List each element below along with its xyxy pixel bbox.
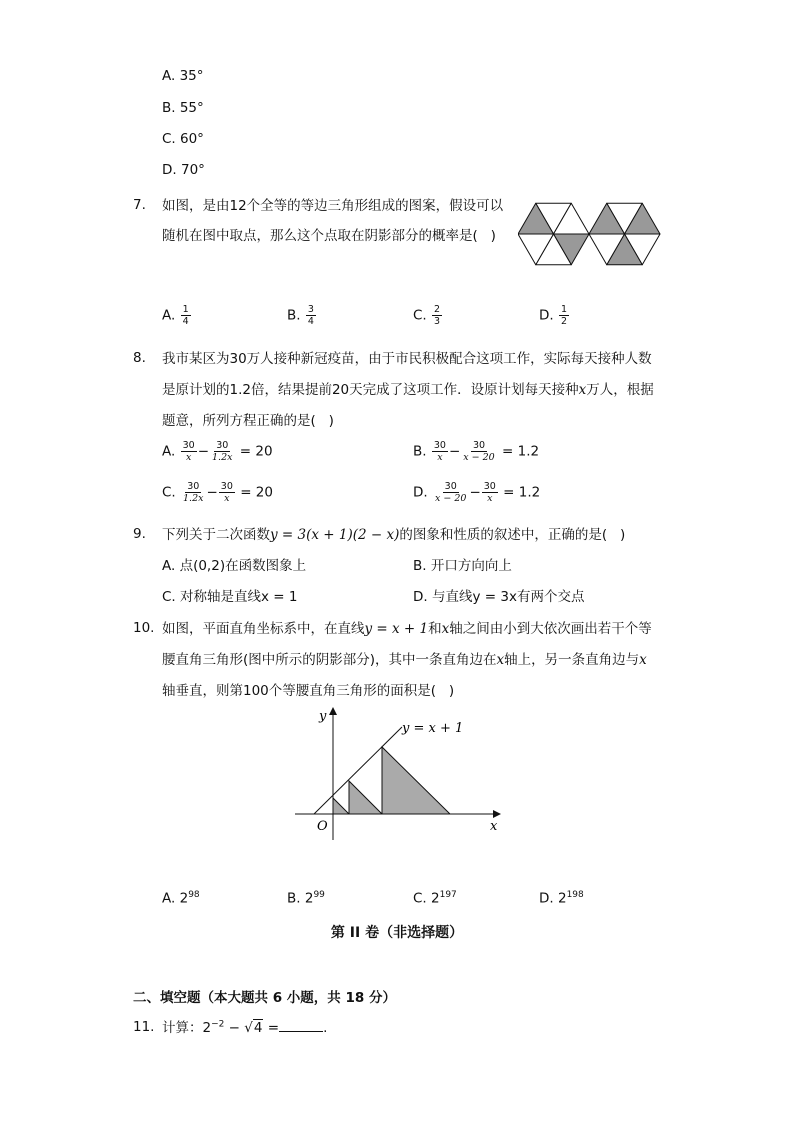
- q9-option-c: C. 对称轴是直线x = 1: [162, 589, 298, 605]
- q9-option-d: D. 与直线y = 3x有两个交点: [413, 589, 585, 605]
- shaded-triangle-1: [333, 798, 349, 814]
- q6-option-d: D. 70°: [162, 162, 205, 178]
- x-axis-label: x: [490, 819, 498, 834]
- part2-title: 第 II 卷（非选择题）: [330, 925, 464, 941]
- q8-number: 8.: [133, 350, 146, 366]
- shaded-triangle-2: [349, 781, 382, 814]
- q8-line2: 是原计划的1.2倍，结果提前20天完成了这项工作．设原计划每天接种x万人，根据: [162, 382, 654, 398]
- q10-line3: 轴垂直，则第100个等腰直角三角形的面积是( ): [162, 683, 455, 699]
- shaded-triangle-3: [382, 747, 450, 814]
- q7-option-c: C. $\frac{2}{3}$: [413, 304, 441, 327]
- q9-option-a: A. 点(0,2)在函数图象上: [162, 558, 307, 574]
- q7-option-b: B. $\frac{3}{4}$: [287, 304, 314, 327]
- q10-option-a: A. $2^{98}$: [162, 890, 200, 907]
- q9-number: 9.: [133, 526, 146, 542]
- q11-answer-blank[interactable]: [279, 1018, 323, 1032]
- q6-option-b: B. 55°: [162, 100, 204, 116]
- q10-option-c: C. $2^{197}$: [413, 890, 457, 907]
- q8-line3: 题意，所列方程正确的是( ): [162, 413, 334, 429]
- q8-option-b: B. $\frac{30}{x}$ − $\frac{30}{x - 20}$ = 1.2: [413, 440, 540, 463]
- q7-option-d: D. $\frac{1}{2}$: [539, 304, 568, 327]
- q7-triangle-figure: [518, 192, 664, 276]
- q11-number: 11.: [133, 1019, 155, 1035]
- q7-option-a: A. $\frac{1}{4}$: [162, 304, 189, 327]
- q6-option-c: C. 60°: [162, 131, 204, 147]
- q9-stem: 下列关于二次函数y = 3(x + 1)(2 − x)的图象和性质的叙述中，正确的是( ): [162, 527, 626, 543]
- origin-label: O: [317, 819, 328, 834]
- q7-line1: 如图，是由12个全等的等边三角形组成的图案，假设可以: [162, 198, 504, 214]
- q11-stem: 计算：$2^{-2} - √4$ = .: [162, 1019, 328, 1036]
- q10-option-d: D. $2^{198}$: [539, 890, 584, 907]
- q7-number: 7.: [133, 197, 146, 213]
- q6-option-a: A. 35°: [162, 68, 204, 84]
- q8-option-c: C. $\frac{30}{1.2x}$ − $\frac{30}{x}$ = 20: [162, 481, 273, 504]
- q8-option-d: D. $\frac{30}{x - 20}$ − $\frac{30}{x}$ = 1.2: [413, 481, 541, 504]
- y-axis-label: y: [319, 709, 327, 724]
- q10-number: 10.: [133, 620, 155, 636]
- section2-title: 二、填空题（本大题共 6 小题，共 18 分）: [133, 990, 396, 1006]
- line-label: y = x + 1: [402, 721, 464, 736]
- q8-option-a: A. $\frac{30}{x}$ − $\frac{30}{1.2x}$ = 20: [162, 440, 273, 463]
- q10-line1: 如图，平面直角坐标系中，在直线y = x + 1和x轴之间由小到大依次画出若干个等: [162, 621, 652, 637]
- q10-coordinate-graph: [290, 700, 510, 850]
- q8-line1: 我市某区为30万人接种新冠疫苗，由于市民积极配合这项工作，实际每天接种人数: [162, 351, 652, 367]
- q10-option-b: B. $2^{99}$: [287, 890, 325, 907]
- q10-line2: 腰直角三角形(图中所示的阴影部分)，其中一条直角边在x轴上，另一条直角边与x: [162, 652, 647, 668]
- q7-line2: 随机在图中取点，那么这个点取在阴影部分的概率是( ): [162, 228, 496, 244]
- q9-option-b: B. 开口方向向上: [413, 558, 512, 574]
